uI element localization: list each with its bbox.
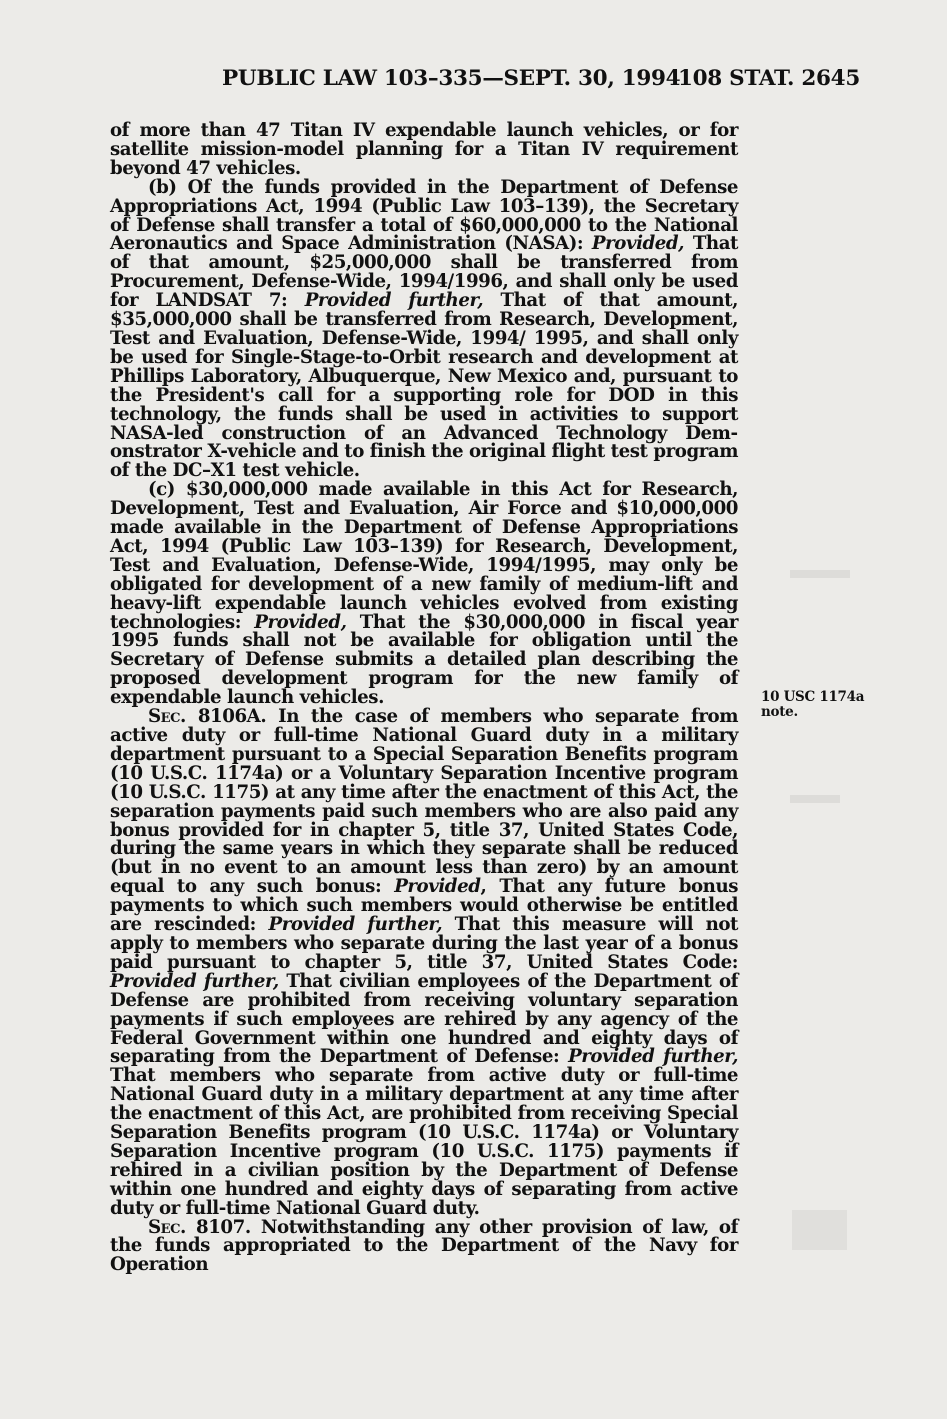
- bleed-through-mark: [792, 1210, 847, 1250]
- bleed-through-mark: [790, 795, 840, 803]
- section-number: Sec. 8106A.: [148, 706, 267, 728]
- margin-note-line1: 10 USC 1174a: [761, 689, 865, 705]
- section-8106a: Sec. 8106A. In the case of members who separate from active duty or full-time National Guard duty in a military department pursuant to a Special Separation Benefits program (10 U.S.C. 1174a) or a Voluntary Separation Incentive program (10 U.S.C. 1175) at any time after the enactment of this Act, the separation payments paid such members who are also paid any bonus provided for in chapter 5, title 37, United States Code, during the same years in which they separate shall be reduced (but in no event to an amount less than zero) by an amount equal to any such bonus: Provided, That any future bonus payments to which such members would otherwise be entitled are rescinded: Provided further, That this measure will not apply to members who separate during the last year of a bonus paid pursuant to chapter 5, title 37, United States Code: Provided further, That civilian employees of the Department of Defense are prohibited from receiving voluntary separation payments if such employees are rehired by any agency of the Federal Government within one hundred and eighty days of separating from the Department of Defense: Provided further, That members who separate from active duty or full-time National Guard duty in a military department at any time after the enactment of this Act, are prohibited from receiving Special Separation Benefits program (10 U.S.C. 1174a) or Voluntary Separation Incentive program (10 U.S.C. 1175) payments if rehired in a civilian position by the Department of Defense within one hundred and eighty days of separating from active duty or full-time National Guard duty.: [110, 706, 739, 1219]
- section-number: Sec. 8107.: [148, 1216, 251, 1238]
- bleed-through-mark: [790, 570, 850, 578]
- header-stat-page: 108 STAT. 2645: [677, 66, 860, 91]
- paragraph-b: (b) Of the funds provided in the Department of Defense Appropriations Act, 1994 (Public Law 103–139), the Secretary of Defense shall transfer a total of $60,000,000 to the National Aeronautics and Space Administration (NASA): Provided, That of that amount, $25,000,000 shall be transferred from Procurement, Defense-Wide, 1994/1996, and shall only be used for LANDSAT 7: Provided further, That of that amount, $35,000,000 shall be transferred from Research, Development, Test and Evaluation, Defense-Wide, 1994/ 1995, and shall only be used for Single-Stage-to-Orbit research and development at Phillips Laboratory, Albuquerque, New Mexico and, pursuant to the President's call for a supporting role for DOD in this technology, the funds shall be used in activities to support NASA-led construction of an Advanced Technology Demonstrator X-vehicle and to finish the original flight test program of the DC–X1 test vehicle.: [110, 176, 738, 482]
- paragraph-c: (c) $30,000,000 made available in this Act for Research, Development, Test and Evaluation, Air Force and $10,000,000 made available in the Department of Defense Appropriations Act, 1994 (Public Law 103–139) for Research, Development, Test and Evaluation, Defense-Wide, 1994/1995, may only be obligated for development of a new family of medium-lift and heavy-lift expendable launch vehicles evolved from existing technologies: Provided, That the $30,000,000 in fiscal year 1995 funds shall not be available for obligation until the Secretary of Defense submits a detailed plan describing the proposed development program for the new family of expendable launch vehicles.: [110, 479, 738, 709]
- body-text: [110, 122, 738, 1275]
- paragraph-continuation: of more than 47 Titan IV expendable launch vehicles, or for satellite mission-model planning for a Titan IV requirement beyond 47 vehicles.: [110, 120, 738, 179]
- header-title: PUBLIC LAW 103–335—SEPT. 30, 1994: [222, 66, 681, 91]
- margin-citation-note: [761, 690, 864, 719]
- section-8107: Sec. 8107. Notwithstanding any other provision of law, of the funds appropriated to the Department of the Navy for Operation: [110, 1216, 738, 1276]
- margin-note-line2: note.: [761, 703, 798, 720]
